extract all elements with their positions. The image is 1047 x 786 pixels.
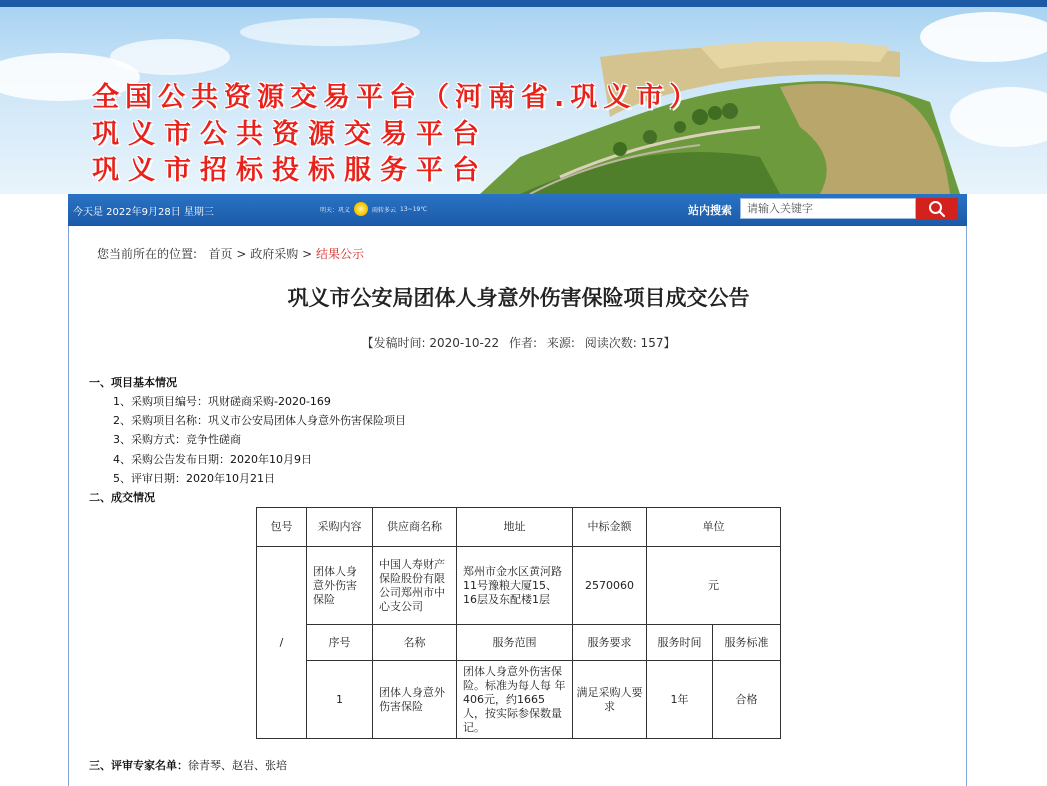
service-name-cell: 团体人身意外伤害保险 bbox=[373, 661, 457, 739]
search-button[interactable] bbox=[916, 198, 958, 219]
list-item: 1、采购项目编号：巩财磋商采购-2020-169 bbox=[113, 395, 331, 408]
table-header: 供应商名称 bbox=[373, 508, 457, 547]
info-bar bbox=[68, 194, 967, 226]
weather-desc: 雨转多云 bbox=[372, 206, 397, 214]
package-number-cell: / bbox=[257, 547, 307, 739]
table-subheader: 服务时间 bbox=[647, 625, 713, 661]
table-subheader: 服务标准 bbox=[713, 625, 781, 661]
table-header: 中标金额 bbox=[573, 508, 647, 547]
search-label: 站内搜索 bbox=[688, 204, 732, 217]
sun-icon bbox=[354, 202, 368, 216]
table-subheader: 名称 bbox=[373, 625, 457, 661]
read-count: 阅读次数: 157】 bbox=[584, 336, 676, 350]
current-date: 今天是 2022年9月28日 星期三 bbox=[73, 207, 214, 218]
breadcrumb-separator: > bbox=[302, 247, 313, 261]
banner-title-national: 全国公共资源交易平台（河南省.巩义市） bbox=[92, 82, 703, 113]
banner-title-city-platform: 巩义市公共资源交易平台 bbox=[92, 119, 488, 150]
list-item: 4、采购公告发布日期：2020年10月9日 bbox=[113, 453, 312, 466]
service-standard-cell: 合格 bbox=[713, 661, 781, 739]
article-panel bbox=[68, 226, 967, 786]
search-icon bbox=[928, 200, 946, 218]
table-row bbox=[257, 547, 781, 625]
author-label: 作者: bbox=[508, 336, 537, 350]
table-header: 采购内容 bbox=[307, 508, 373, 547]
article-title: 巩义市公安局团体人身意外伤害保险项目成交公告 bbox=[287, 286, 750, 310]
table-subheader: 序号 bbox=[307, 625, 373, 661]
table-header: 包号 bbox=[257, 508, 307, 547]
list-item: 5、评审日期：2020年10月21日 bbox=[113, 472, 275, 485]
table-header: 地址 bbox=[457, 508, 573, 547]
service-time-cell: 1年 bbox=[647, 661, 713, 739]
search-input[interactable] bbox=[740, 198, 916, 219]
service-requirement-cell: 满足采购人要求 bbox=[573, 661, 647, 739]
award-table bbox=[256, 507, 781, 739]
amount-cell: 2570060 bbox=[573, 547, 647, 625]
article-meta bbox=[69, 334, 968, 351]
table-header: 单位 bbox=[647, 508, 781, 547]
breadcrumb-current-link[interactable]: 结果公示 bbox=[315, 247, 364, 261]
unit-cell: 元 bbox=[647, 547, 781, 625]
weather-widget bbox=[320, 202, 427, 216]
breadcrumb-prefix: 您当前所在的位置: bbox=[97, 247, 198, 261]
weather-temp: 13~19℃ bbox=[400, 205, 428, 213]
expert-names: 徐青琴、赵岩、张培 bbox=[188, 759, 287, 772]
banner-title-bidding-platform: 巩义市招标投标服务平台 bbox=[92, 155, 488, 186]
content-cell: 团体人身意外伤害保险 bbox=[307, 547, 373, 625]
table-subheader: 服务范围 bbox=[457, 625, 573, 661]
service-scope-cell: 团体人身意外伤害保险。标准为每人每 年406元，约1665人，按实际参保数量记。 bbox=[457, 661, 573, 739]
supplier-cell: 中国人寿财产保险股份有限公司郑州市中心支公司 bbox=[373, 547, 457, 625]
breadcrumb-home-link[interactable]: 首页 bbox=[208, 247, 233, 261]
list-item: 3、采购方式：竞争性磋商 bbox=[113, 433, 241, 446]
table-subheader: 服务要求 bbox=[573, 625, 647, 661]
top-line bbox=[0, 0, 1047, 7]
breadcrumb-separator: > bbox=[236, 247, 247, 261]
site-banner bbox=[0, 7, 1047, 194]
section-heading: 三、评审专家名单： bbox=[89, 759, 188, 772]
address-cell: 郑州市金水区黄河路11号豫粮大厦15、16层及东配楼1层 bbox=[457, 547, 573, 625]
table-row bbox=[257, 661, 781, 739]
table-subheader-row bbox=[257, 625, 781, 661]
weather-city: 明天：巩义 bbox=[320, 206, 351, 214]
table-header-row bbox=[257, 508, 781, 547]
list-item: 2、采购项目名称：巩义市公安局团体人身意外伤害保险项目 bbox=[113, 414, 406, 427]
section-heading: 一、项目基本情况 bbox=[89, 376, 177, 389]
publish-time: 【发稿时间: 2020-10-22 bbox=[361, 336, 500, 350]
service-no-cell: 1 bbox=[307, 661, 373, 739]
breadcrumb-section-link[interactable]: 政府采购 bbox=[250, 247, 299, 261]
section-heading: 二、成交情况 bbox=[89, 491, 155, 504]
source-label: 来源: bbox=[546, 336, 575, 350]
breadcrumb bbox=[97, 245, 364, 262]
